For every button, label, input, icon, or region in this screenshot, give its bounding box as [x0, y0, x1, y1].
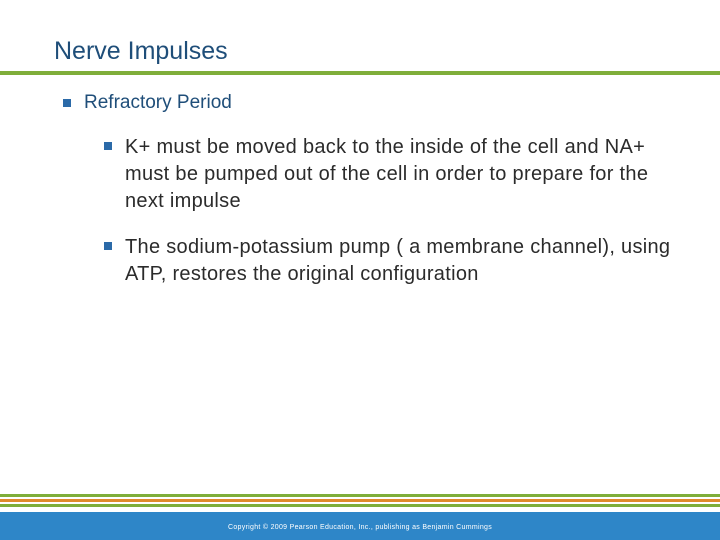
footer-stripe [0, 504, 720, 507]
copyright-text: Copyright © 2009 Pearson Education, Inc., publishing as Benjamin Cummings [227, 524, 493, 531]
footer-stripe [0, 499, 720, 502]
bullet-text: Refractory Period [84, 92, 232, 113]
bullet-level2 [104, 234, 684, 288]
square-bullet-icon [104, 242, 112, 250]
page-title: Nerve Impulses [54, 37, 228, 65]
footer-stripes [0, 494, 720, 509]
bullet-level1 [63, 91, 232, 115]
bullet-text: K+ must be moved back to the inside of the cell and NA+ must be pumped out of the cell in order to prepare for the next impulse [125, 136, 649, 212]
square-bullet-icon [63, 99, 71, 107]
square-bullet-icon [104, 142, 112, 150]
bullet-level2 [104, 134, 684, 215]
title-underline [0, 71, 720, 75]
footer-stripe [0, 494, 720, 497]
bullet-text: The sodium-potassium pump ( a membrane channel), using ATP, restores the original configuration [125, 236, 671, 285]
